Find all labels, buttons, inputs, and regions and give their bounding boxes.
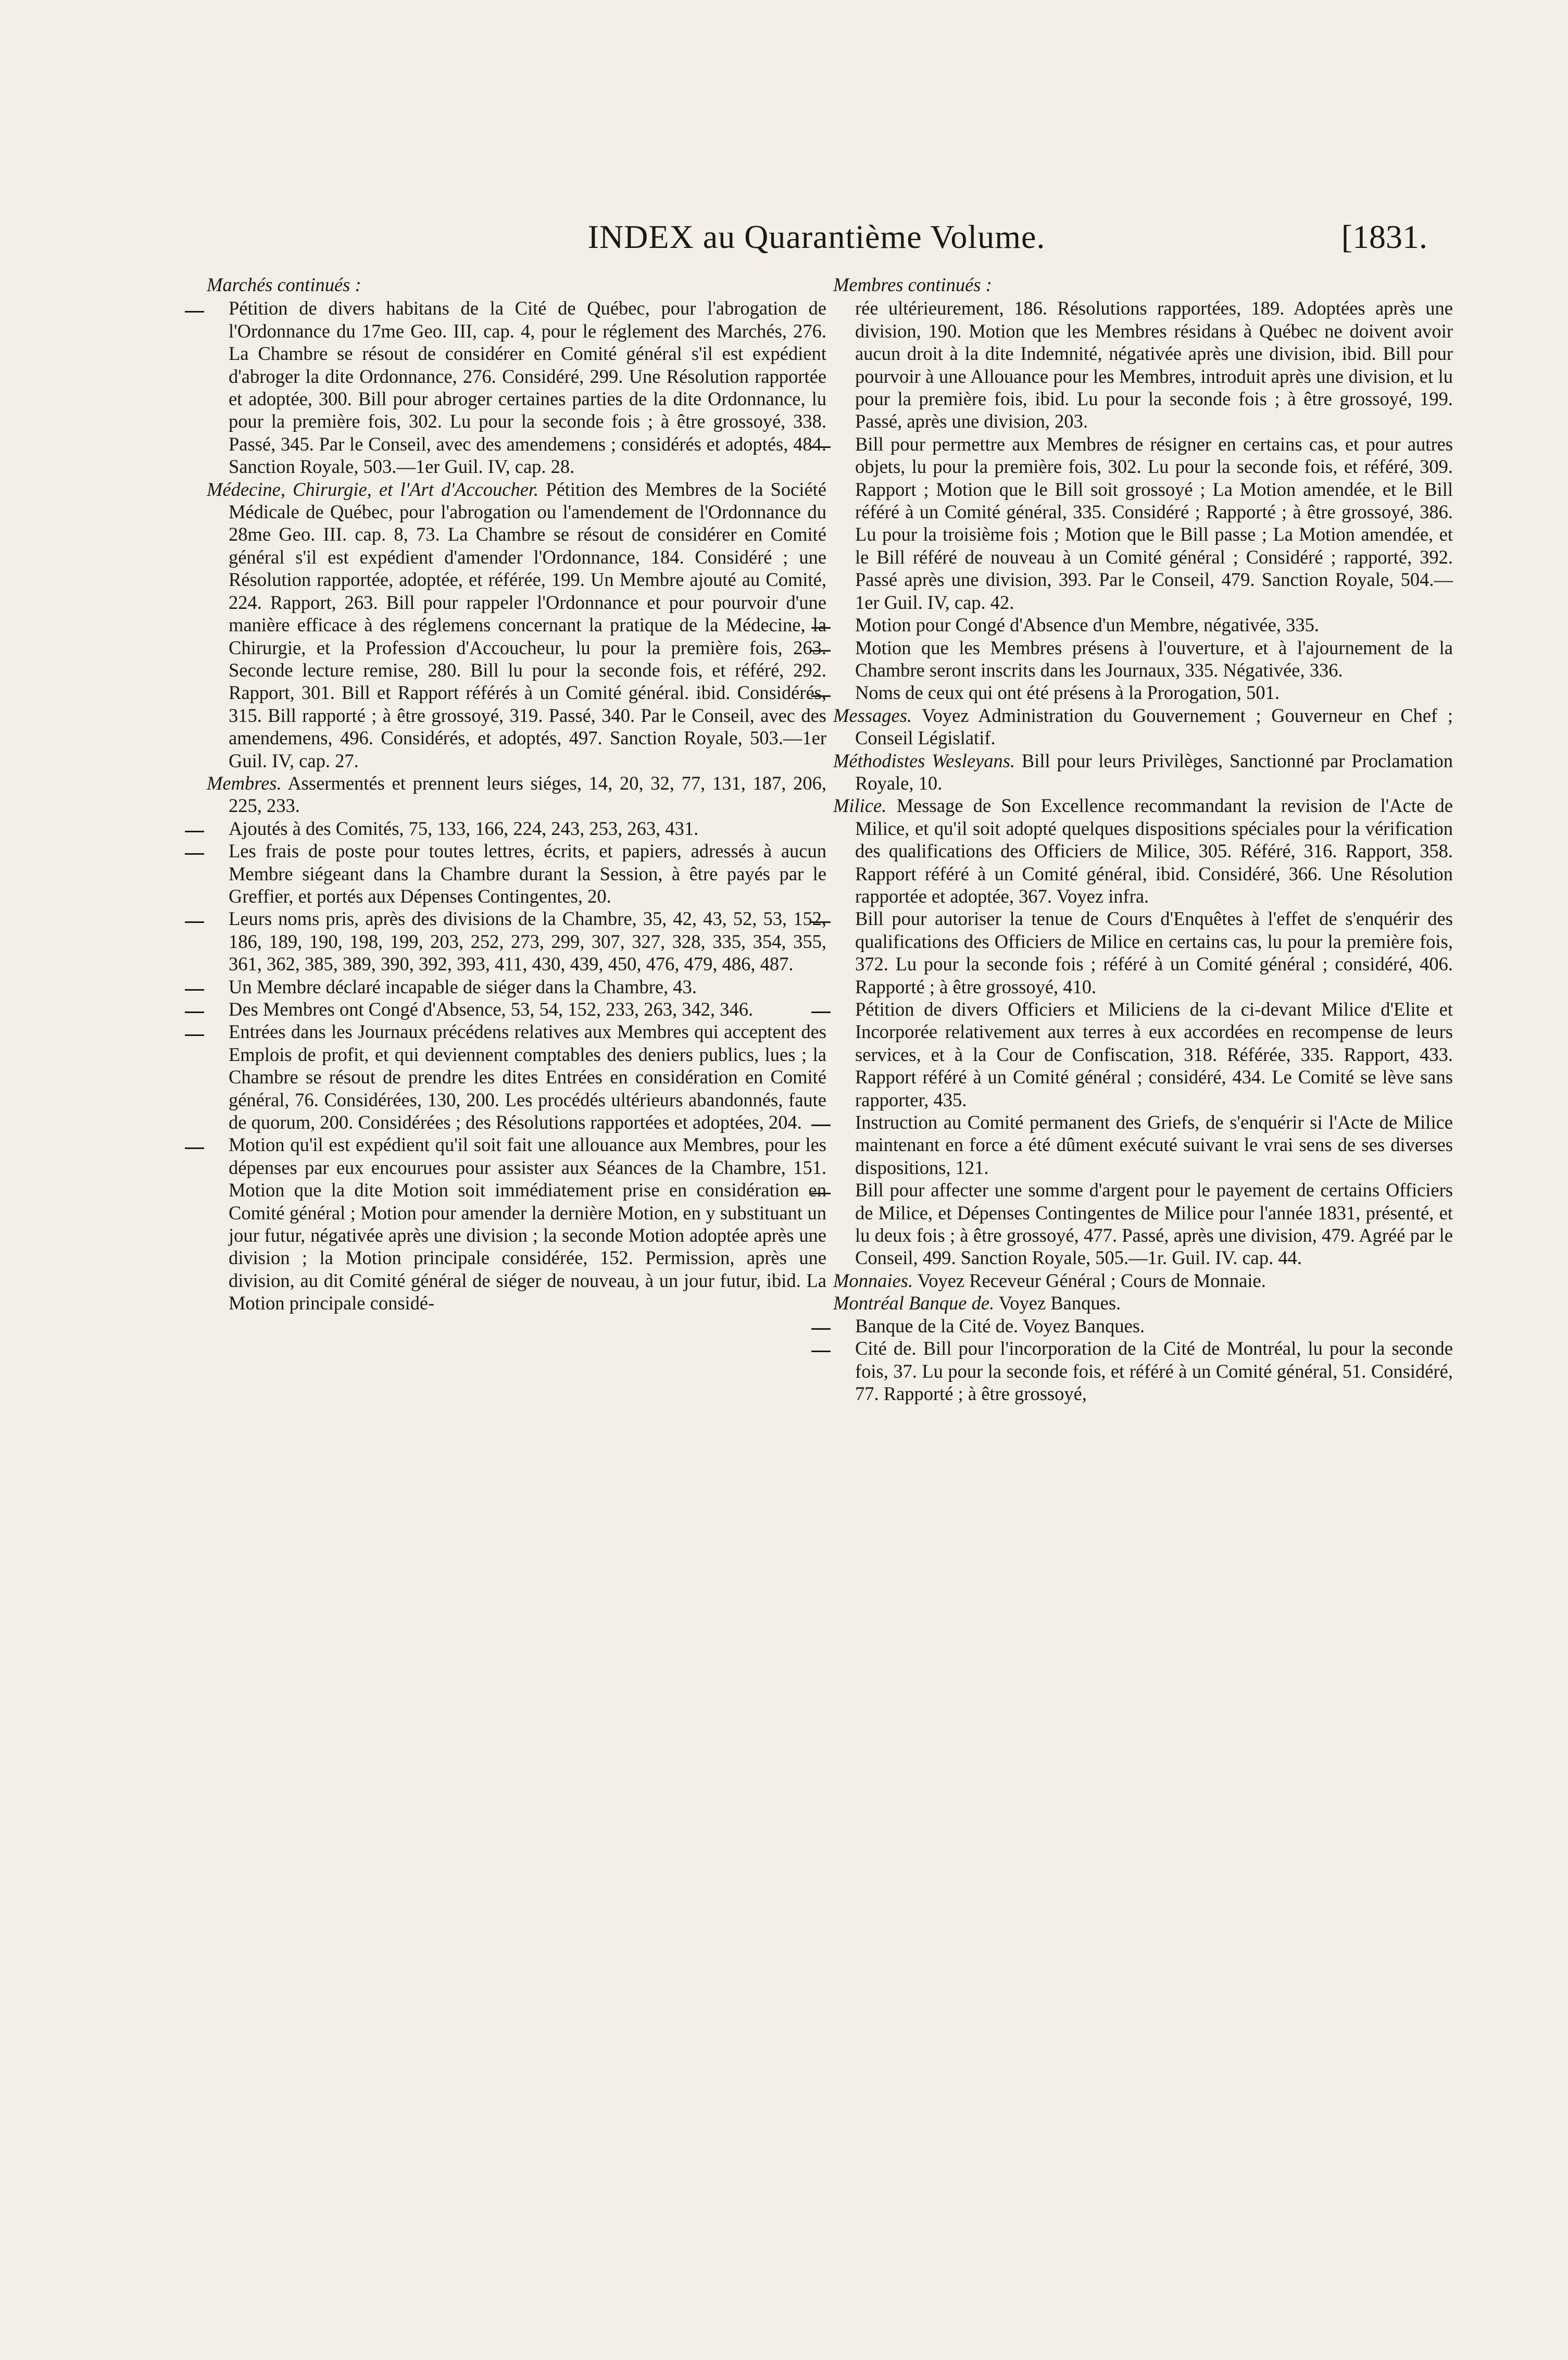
entry-heading: Messages. (833, 704, 912, 726)
index-entry-messages (833, 704, 1453, 750)
index-subentry: Bill pour permettre aux Membres de résigner en certains cas, et pour autres objets, lu pour la première fois, 302. Lu pour la seconde fois, et référé, 309. Rapport ; Motion que le Bill soit grossoyé ; La Motion amendée, et le Bill référé à un Comité général, 335. Considéré ; Rapporté ; à être grossoyé, 386. Lu pour la troisième fois ; Motion que le Bill passe ; La Motion amendée, et le Bill référé de nouveau à un Comité général ; Considéré ; rapporté, 392. Passé après une division, 393. Par le Conseil, 479. Sanction Royale, 504.—1er Guil. IV, cap. 42. (855, 433, 1453, 613)
continued-heading: Marchés continués : (207, 274, 361, 295)
index-subentry: Des Membres ont Congé d'Absence, 53, 54, 152, 233, 263, 342, 346. (228, 998, 754, 1020)
index-subentry: Leurs noms pris, après des divisions de la Chambre, 35, 42, 43, 52, 53, 152, 186, 189, 190, 198, 199, 203, 252, 273, 299, 307, 327, 328, 335, 354, 355, 361, 362, 385, 389, 390, 392, 393, 411, 430, 439, 450, 476, 479, 486, 487. (228, 908, 826, 975)
index-subentry: Bill pour autoriser la tenue de Cours d'Enquêtes à l'effet de s'enquérir des qualifications des Officiers de Milice en certains cas, lu pour la première fois, 372. Lu pour la seconde fois ; référé à un Comité général ; considéré, 406. Rapporté ; à être grossoyé, 410. (855, 908, 1453, 997)
index-entry-milice (833, 794, 1453, 907)
continued-heading: Membres continués : (833, 274, 992, 295)
entry-heading: Membres. (207, 772, 282, 794)
entry-heading: Méthodistes Wesleyans. (833, 750, 1015, 771)
index-subentry: Un Membre déclaré incapable de siéger dans la Chambre, 43. (228, 976, 697, 997)
index-subentry: Banque de la Cité de. Voyez Banques. (855, 1315, 1145, 1337)
entry-text: Assermentés et prennent leurs siéges, 14, 20, 32, 77, 131, 187, 206, 225, 233. (228, 772, 826, 817)
index-subentry: Noms de ceux qui ont été présens à la Prorogation, 501. (855, 682, 1280, 704)
right-column (833, 273, 1453, 1405)
entry-heading: Médecine, Chirurgie, et l'Art d'Accoucher. (207, 478, 539, 500)
entry-text: Bill pour leurs Privilèges, Sanctionné par Proclamation Royale, 10. (855, 750, 1453, 794)
index-subentry: Pétition de divers Officiers et Miliciens de la ci-devant Milice d'Elite et Incorporée relativement aux terres à eux accordées en recompense de leurs services, et à la Cour de Confiscation, 318. Référée, 335. Rapport, 433. Rapport référé à un Comité général ; considéré, 434. Le Comité se lève sans rapporter, 435. (855, 998, 1453, 1110)
entry-heading: Montréal Banque de. (833, 1292, 995, 1314)
entry-text: Pétition des Membres de la Société Médicale de Québec, pour l'abrogation ou l'amendement de l'Ordonnance du 28me Geo. III. cap. 8, 73. La Chambre se résout de considérer en Comité général s'il est expédient d'amender l'Ordonnance, 184. Considéré ; une Résolution rapportée, adoptée, et référée, 199. Un Membre ajouté au Comité, 224. Rapport, 263. Bill pour rappeler l'Ordonnance et pour pourvoir d'une manière efficace à des réglemens concernant la pratique de la Médecine, la Chirurgie, et la Profession d'Accoucheur, lu pour la première fois, 263. Seconde lecture remise, 280. Bill lu pour la seconde fois, et référé, 292. Rapport, 301. Bill et Rapport référés à un Comité général. ibid. Considérés, 315. Bill rapporté ; à être grossoyé, 319. Passé, 340. Par le Conseil, avec des amendemens, 496. Considérés, et adoptés, 497. Sanction Royale, 503.—1er Guil. IV, cap. 27. (228, 478, 826, 771)
running-title: INDEX au Quarantième Volume. (587, 218, 1046, 255)
page-number: [1831. (1341, 218, 1427, 255)
index-subentry: Motion pour Congé d'Absence d'un Membre, négativée, 335. (855, 614, 1319, 636)
entry-heading: Monnaies. (833, 1269, 913, 1291)
index-subentry: Les frais de poste pour toutes lettres, écrits, et papiers, adressés à aucun Membre siégeant dans la Chambre durant la Session, à être payés par le Greffier, et portés aux Dépenses Contingentes, 20. (228, 840, 826, 907)
index-subentry: Cité de. Bill pour l'incorporation de la Cité de Montréal, lu pour la seconde fois, 37. Lu pour la seconde fois, et référé à un Comité général, 51. Considéré, 77. Rapporté ; à être grossoyé, (855, 1338, 1453, 1404)
index-subentry: Motion que les Membres présens à l'ouverture, et à l'ajournement de la Chambre seront inscrits dans les Journaux, 335. Négativée, 336. (855, 636, 1453, 681)
index-entry-membres (207, 772, 826, 817)
index-subentry: Instruction au Comité permanent des Griefs, de s'enquérir si l'Acte de Milice maintenant en force a été dûment exécuté suivant le vrai sens de ses diverses dispositions, 121. (855, 1112, 1453, 1178)
index-entry-montreal (833, 1292, 1453, 1314)
index-entry-monnaies (833, 1269, 1453, 1292)
index-subentry: Bill pour affecter une somme d'argent pour le payement de certains Officiers de Milice, et Dépenses Contingentes de Milice pour l'année 1831, présenté, et lu deux fois ; à être grossoyé, 477. Passé, après une division, 479. Agréé par le Conseil, 499. Sanction Royale, 505.—1r. Guil. IV. cap. 44. (855, 1179, 1453, 1269)
page-header (206, 218, 1427, 265)
entry-text: Message de Son Excellence recommandant la revision de l'Acte de Milice, et qu'il soit adopté quelques dispositions spéciales pour la vérification des qualifications des Officiers de Milice, 305. Référé, 316. Rapport, 358. Rapport référé à un Comité général, ibid. Considéré, 366. Une Résolution rapportée et adoptée, 367. Voyez infra. (855, 795, 1453, 907)
index-subentry: Entrées dans les Journaux précédens relatives aux Membres qui acceptent des Emplois de profit, et qui deviennent comptables des deniers publics, lues ; la Chambre se résout de prendre les dites Entrées en considération en Comité général, 76. Considérées, 130, 200. Les procédés ultérieurs abandonnés, faute de quorum, 200. Considérées ; des Résolutions rapportées et adoptées, 204. (228, 1021, 826, 1133)
index-entry-medecine (207, 478, 826, 772)
index-subentry-continued: rée ultérieurement, 186. Résolutions rapportées, 189. Adoptées après une division, 190. Motion que les Membres résidans à Québec ne doivent avoir aucun droit à la dite Indemnité, négativée après une division, ibid. Bill pour pourvoir à une Allouance pour les Membres, introduit après une division, et lu pour la première fois, ibid. Lu pour la seconde fois ; à être grossoyé, 199. Passé, après une division, 203. (855, 297, 1453, 432)
index-subentry: Ajoutés à des Comités, 75, 133, 166, 224, 243, 253, 263, 431. (228, 817, 699, 839)
entry-text: Voyez Receveur Général ; Cours de Monnaie. (917, 1269, 1266, 1291)
entry-heading: Milice. (833, 795, 887, 817)
entry-text: Voyez Administration du Gouvernement ; Gouverneur en Chef ; Conseil Législatif. (855, 704, 1453, 749)
left-column (207, 273, 826, 1315)
entry-text: Voyez Banques. (998, 1292, 1121, 1314)
index-entry-methodistes (833, 750, 1453, 795)
index-subentry: Motion qu'il est expédient qu'il soit fait une allouance aux Membres, pour les dépenses par eux encourues pour assister aux Séances de la Chambre, 151. Motion que la dite Motion soit immédiatement prise en considération en Comité général ; Motion pour amender la dernière Motion, en y substituant un jour futur, négativée après une division ; la seconde Motion adoptée après une division ; la Motion principale considérée, 152. Permission, après une division, au dit Comité général de siéger de nouveau, à un jour futur, ibid. La Motion principale considé- (228, 1134, 826, 1314)
index-subentry: Pétition de divers habitans de la Cité de Québec, pour l'abrogation de l'Ordonnance du 17me Geo. III, cap. 4, pour le réglement des Marchés, 276. La Chambre se résout de considérer en Comité général s'il est expédient d'abroger la dite Ordonnance, 276. Considéré, 299. Une Résolution rapportée et adoptée, 300. Bill pour abroger certaines parties de la dite Ordonnance, lu pour la première fois, 302. Lu pour la seconde fois ; à être grossoyé, 338. Passé, 345. Par le Conseil, avec des amendemens ; considérés et adoptés, 484. Sanction Royale, 503.—1er Guil. IV, cap. 28. (228, 297, 826, 478)
